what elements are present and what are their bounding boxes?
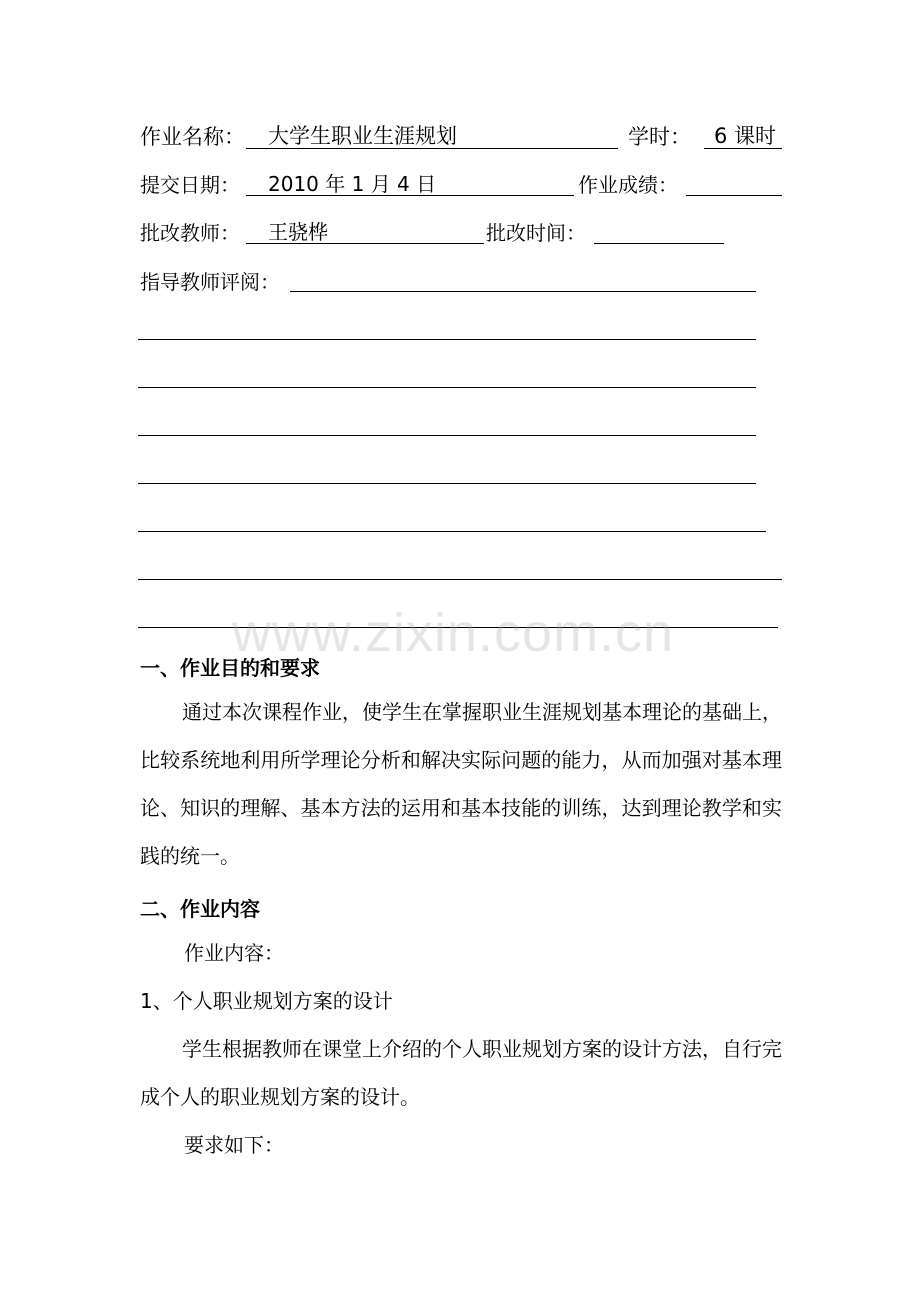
review-line-4: [138, 435, 756, 436]
grade-label: 作业成绩：: [578, 173, 678, 197]
teacher-label: 批改教师：: [140, 221, 240, 245]
hours-value: 6 课时: [714, 124, 777, 148]
requirements-label: 要求如下：: [184, 1133, 284, 1157]
item1-paragraph: 学生根据教师在课堂上介绍的个人职业规划方案的设计方法，自行完成个人的职业规划方案的设计。: [140, 1037, 782, 1109]
assignment-name-value: 大学生职业生涯规划: [268, 124, 457, 148]
section2-heading: 二、作业内容: [140, 897, 260, 921]
review-line-2: [138, 339, 756, 340]
review-line-1: [290, 291, 756, 292]
review-line-6: [138, 531, 766, 532]
section1-paragraph: 通过本次课程作业，使学生在掌握职业生涯规划基本理论的基础上，比较系统地利用所学理论分析和解决实际问题的能力，从而加强对基本理论、知识的理解、基本方法的运用和基本技能的训练，达到理论教学和实践的统一。: [140, 700, 782, 868]
correction-time-label: 批改时间：: [486, 221, 586, 245]
review-line-3: [138, 387, 756, 388]
hours-label: 学时：: [628, 125, 691, 149]
review-label: 指导教师评阅：: [140, 270, 280, 294]
teacher-value: 王骁桦: [268, 220, 328, 244]
submit-date-label: 提交日期：: [140, 173, 240, 197]
watermark: www.zixin.com.cn: [232, 603, 675, 663]
grade-underline: [686, 171, 782, 196]
review-line-5: [138, 483, 756, 484]
section1-heading: 一、作业目的和要求: [140, 656, 320, 680]
item1-title: 1、个人职业规划方案的设计: [140, 989, 393, 1013]
assignment-name-label: 作业名称：: [140, 125, 245, 149]
submit-date-value: 2010 年 1 月 4 日: [268, 172, 437, 196]
section2-intro: 作业内容：: [184, 941, 284, 965]
correction-time-underline: [594, 219, 724, 244]
review-line-7: [138, 579, 782, 580]
